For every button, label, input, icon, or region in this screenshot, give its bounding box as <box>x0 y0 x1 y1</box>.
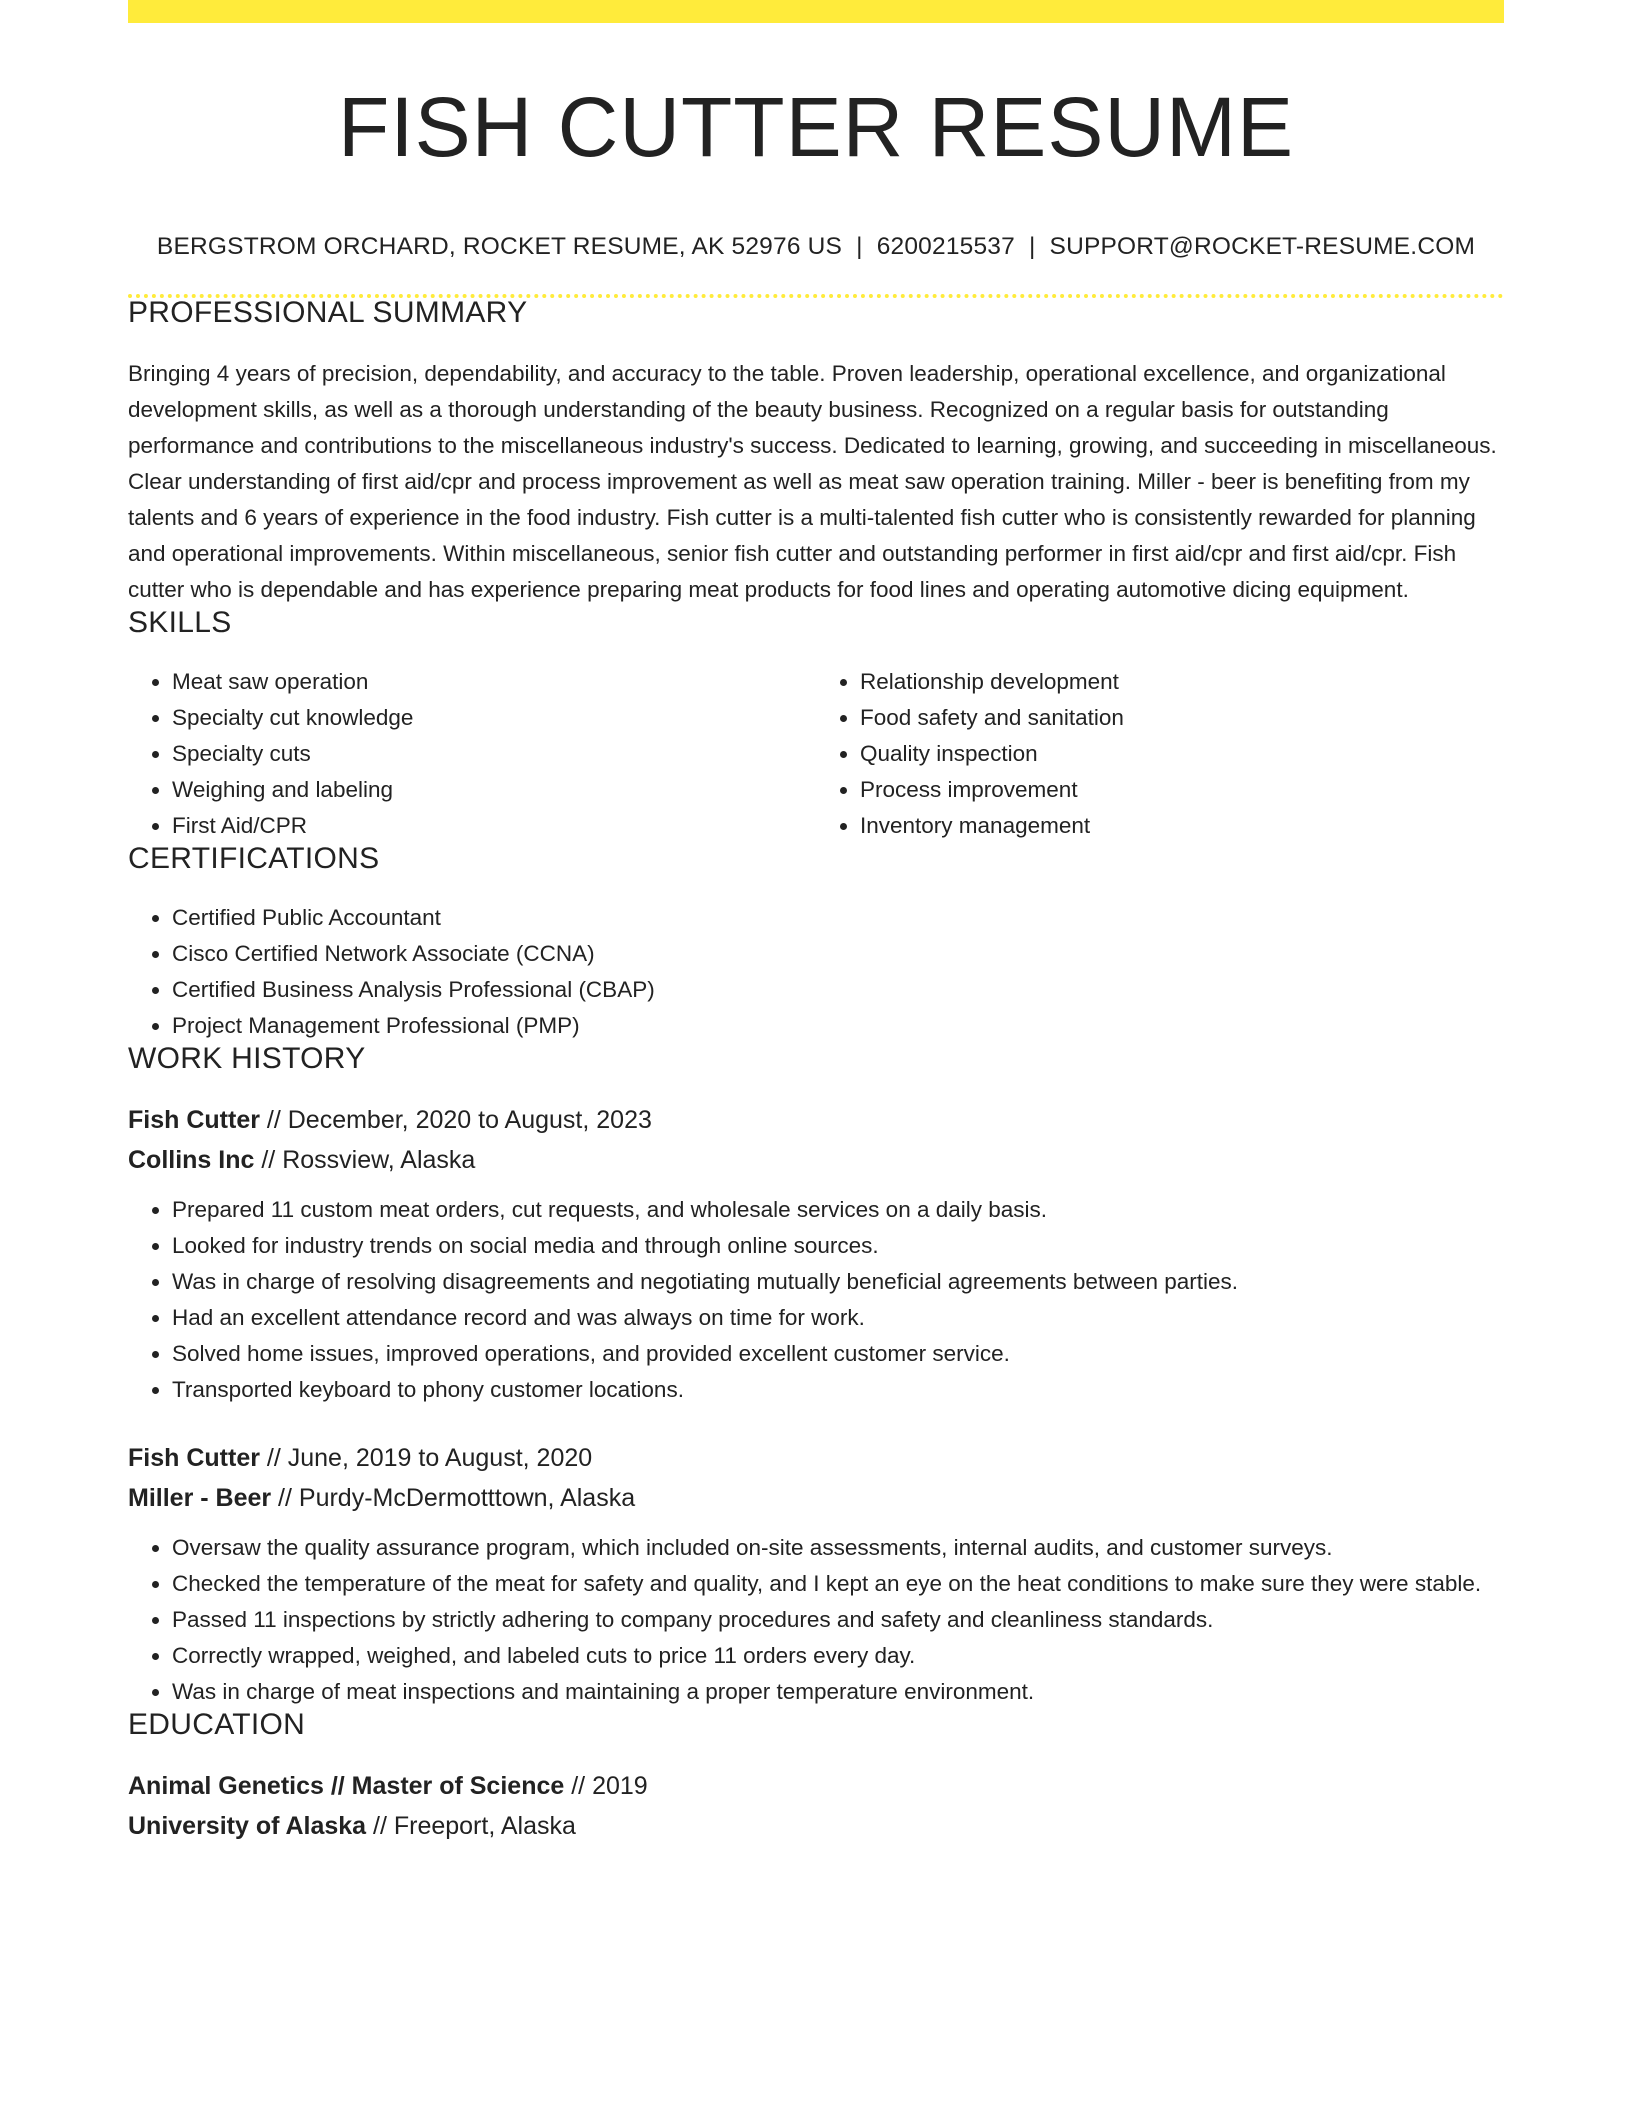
skill-item: • Meat saw operation <box>172 664 816 700</box>
job-bullet: • Oversaw the quality assurance program, which included on-site assessments, internal audits, and customer surveys. <box>172 1530 1504 1566</box>
education-heading: EDUCATION <box>128 1707 306 1741</box>
certification-item: • Cisco Certified Network Associate (CCNA) <box>172 936 1504 972</box>
contact-line <box>128 235 1504 260</box>
skill-item: • Specialty cut knowledge <box>172 700 816 736</box>
work-history-heading: WORK HISTORY <box>128 1041 366 1075</box>
skills-heading: SKILLS <box>128 605 232 639</box>
job-dates: // June, 2019 to August, 2020 <box>259 1443 593 1472</box>
job-bullet-list <box>128 1530 1504 1710</box>
education-school: University of Alaska <box>128 1811 367 1840</box>
certification-item: • Certified Business Analysis Professional (CBAP) <box>172 972 1504 1008</box>
certifications-list <box>128 900 1504 1044</box>
job-location: // Rossview, Alaska <box>254 1145 476 1174</box>
job-company: Collins Inc <box>128 1145 255 1174</box>
education-degree-line <box>128 1766 1504 1806</box>
job-role: Fish Cutter <box>128 1443 260 1472</box>
job-role: Fish Cutter <box>128 1105 260 1134</box>
resume-title: FISH CUTTER RESUME <box>337 80 1295 174</box>
skill-item: • Inventory management <box>860 808 1504 844</box>
skill-item: • First Aid/CPR <box>172 808 816 844</box>
skill-item: • Relationship development <box>860 664 1504 700</box>
skills-list-left <box>128 664 816 844</box>
skills-list-right <box>816 664 1504 844</box>
skill-item: • Food safety and sanitation <box>860 700 1504 736</box>
resume-page <box>128 0 1504 1846</box>
skill-item: • Weighing and labeling <box>172 772 816 808</box>
education-degree: Animal Genetics // Master of Science <box>128 1771 565 1800</box>
education-school-line <box>128 1806 1504 1846</box>
certification-item: • Certified Public Accountant <box>172 900 1504 936</box>
job-title-line <box>128 1438 1504 1478</box>
job-bullet: • Prepared 11 custom meat orders, cut requests, and wholesale services on a daily basis. <box>172 1192 1504 1228</box>
contact-separator: | <box>1028 233 1036 260</box>
contact-phone: 6200215537 <box>876 233 1015 260</box>
job-bullet-list <box>128 1192 1504 1408</box>
job-bullet: • Solved home issues, improved operations, and provided excellent customer service. <box>172 1336 1504 1372</box>
top-accent-bar <box>128 0 1504 23</box>
contact-email: SUPPORT@ROCKET-RESUME.COM <box>1049 233 1476 260</box>
job-bullet: • Passed 11 inspections by strictly adhering to company procedures and safety and cleanliness standards. <box>172 1602 1504 1638</box>
certification-item: • Project Management Professional (PMP) <box>172 1008 1504 1044</box>
skills-columns <box>128 664 1504 844</box>
job-bullet: • Correctly wrapped, weighed, and labeled cuts to price 11 orders every day. <box>172 1638 1504 1674</box>
skill-item: • Quality inspection <box>860 736 1504 772</box>
job-bullet: • Transported keyboard to phony customer locations. <box>172 1372 1504 1408</box>
job-company-line <box>128 1140 1504 1180</box>
job-company: Miller - Beer <box>128 1483 272 1512</box>
skill-item: • Specialty cuts <box>172 736 816 772</box>
job-bullet: • Had an excellent attendance record and was always on time for work. <box>172 1300 1504 1336</box>
job-dates: // December, 2020 to August, 2023 <box>259 1105 652 1134</box>
contact-separator: | <box>856 233 863 260</box>
job-bullet: • Checked the temperature of the meat for safety and quality, and I kept an eye on the heat conditions to make sure they were stable. <box>172 1566 1504 1602</box>
contact-address: BERGSTROM ORCHARD, ROCKET RESUME, AK 52976 US <box>156 233 843 260</box>
education-year: // 2019 <box>564 1771 648 1800</box>
certifications-heading: CERTIFICATIONS <box>128 841 380 875</box>
summary-text: Bringing 4 years of precision, dependability, and accuracy to the table. Proven leadership, operational excellence, and organizational development skills, as well as a thorough understanding of the beauty business. Recognized on a regular basis for outstanding performance and contributions to the miscellaneous industry's success. Dedicated to learning, growing, and succeeding in miscellaneous. Clear understanding of first aid/cpr and process improvement as well as meat saw operation training. Miller - beer is benefiting from my talents and 6 years of experience in the food industry. Fish cutter is a multi-talented fish cutter who is consistently rewarded for planning and operational improvements. Within miscellaneous, senior fish cutter and outstanding performer in first aid/cpr and first aid/cpr. Fish cutter who is dependable and has experience preparing meat products for food lines and operating automotive dicing equipment. <box>128 360 1497 602</box>
job-bullet: • Was in charge of meat inspections and maintaining a proper temperature environment. <box>172 1674 1504 1710</box>
job-title-line <box>128 1100 1504 1140</box>
job-company-line <box>128 1478 1504 1518</box>
job-location: // Purdy-McDermotttown, Alaska <box>271 1483 636 1512</box>
skill-item: • Process improvement <box>860 772 1504 808</box>
education-location: // Freeport, Alaska <box>366 1811 576 1840</box>
job-bullet: • Was in charge of resolving disagreements and negotiating mutually beneficial agreements between parties. <box>172 1264 1504 1300</box>
job-bullet: • Looked for industry trends on social media and through online sources. <box>172 1228 1504 1264</box>
summary-heading: PROFESSIONAL SUMMARY <box>128 295 528 329</box>
